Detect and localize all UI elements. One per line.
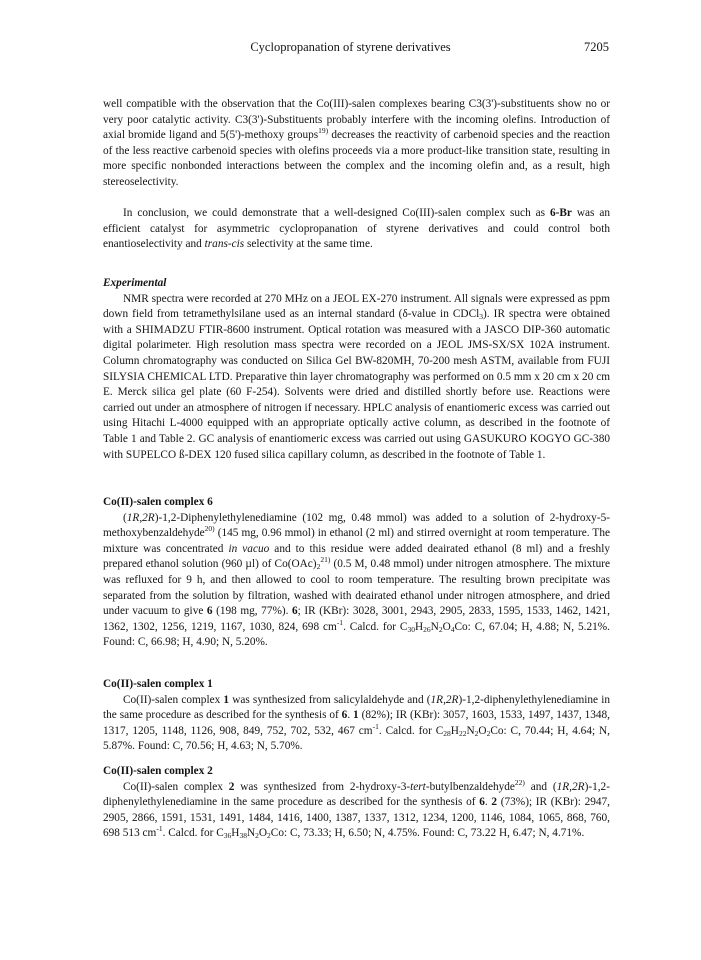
text: and ( <box>524 780 557 793</box>
page-number: 7205 <box>584 40 609 54</box>
stereo-descriptor: 1R,2R <box>126 511 155 524</box>
text: H <box>231 827 240 840</box>
text: . Calcd. for C <box>343 620 408 633</box>
compound-number: 1 <box>353 709 359 722</box>
superscript: -1 <box>372 721 379 731</box>
text: Co: C, 67.04; H, 4.88; N, 5.21%. Found: C, 66.98; H, 4.90; N, 5.20%. <box>103 620 610 649</box>
text: (0.5 M, 0.48 mmol) under nitrogen atmosphere. The mixture was refluxed for 9 h, and then allowed to cool to room temperature. The resulting brown precipitate was separated from the solution by filtration, washed with deairated ethanol under nitrogen atmosphere, and dried under vacuum to give <box>103 558 610 618</box>
stereo-descriptor: 1R,2R <box>430 693 459 706</box>
text: ; IR (KBr): 3028, 3001, 2943, 2905, 2833, 1595, 1533, 1462, 1421, 1362, 1302, 1256, 1219, 1167, 1030, 824, 698 cm <box>103 605 610 633</box>
text: )-1,2-Diphenylethylenediamine (102 mg, 0.48 mmol) was added to a solution of 2-hydroxy-5-methoxybenzaldehyde <box>103 511 610 540</box>
text: O <box>442 620 451 633</box>
text: Co(II)-salen complex <box>123 780 229 793</box>
text: (73%); IR (KBr): 2947, 2905, 2866, 1591, 1531, 1491, 1484, 1416, 1400, 1387, 1337, 1312, 1234, 1200, 1146, 1084, 1065, 868, 760, 698 513 cm <box>103 796 610 840</box>
subscript: 2 <box>438 624 443 634</box>
subscript: 28 <box>443 728 451 738</box>
complex-2-heading: Co(II)-salen complex 2 <box>103 765 213 777</box>
complex-1-heading: Co(II)-salen complex 1 <box>103 678 213 690</box>
in-vacuo-italic: in vacuo <box>228 542 270 555</box>
compound-number: 6 <box>479 796 485 809</box>
compound-6-br: 6-Br <box>549 207 572 219</box>
subscript: 4 <box>450 624 455 634</box>
text: (198 mg, 77%). <box>212 605 293 618</box>
text: was synthesized from 2-hydroxy-3- <box>234 780 411 793</box>
text: (145 mg, 0.96 mmol) in ethanol (2 ml) and stirred overnight at room temperature. The mixture was concentrated <box>103 527 610 555</box>
section-complex-2 <box>103 764 610 842</box>
compound-number: 6 <box>341 709 348 722</box>
experimental-heading: Experimental <box>103 277 167 289</box>
subscript: 22 <box>458 728 467 738</box>
superscript: -1 <box>156 824 163 834</box>
text: was an efficient catalyst for asymmetric cyclopropanation of styrene derivatives and could control both enantioselectivity and <box>103 207 611 251</box>
text: H <box>414 620 424 633</box>
compound-number: 2 <box>491 796 498 809</box>
text: ( <box>123 511 127 524</box>
compound-number: 1 <box>223 693 230 706</box>
stereo-descriptor: 1R,2R <box>556 780 585 793</box>
text: NMR spectra were recorded at 270 MHz on a JEOL EX-270 instrument. All signals were expressed as ppm down field from tetramethylsilane used as an internal standard (δ-value in CDCl <box>103 292 610 321</box>
subscript: 38 <box>239 831 247 841</box>
section-experimental <box>103 276 610 463</box>
text: N <box>430 620 439 633</box>
subscript: 3 <box>479 312 484 322</box>
text: . <box>484 796 492 809</box>
compound-number: 2 <box>228 780 235 793</box>
paragraph-conclusion <box>103 206 610 253</box>
text: )-1,2-diphenylethylenediamine in the same procedure as described for the synthesis of <box>103 780 610 809</box>
text: (82%); IR (KBr): 3057, 1603, 1533, 1497, 1437, 1348, 1317, 1205, 1148, 1126, 908, 849, 752, 702, 532, 467 cm <box>103 709 610 737</box>
text: -butylbenzaldehyde <box>425 780 515 793</box>
section-complex-6 <box>103 495 610 651</box>
text: . Calcd. for C <box>378 724 444 737</box>
reference-21: 21) <box>320 555 331 565</box>
text: . <box>347 709 354 722</box>
text: Co: C, 70.44; H, 4.64; N, 5.87%. Found: C, 70.56; H, 4.63; N, 5.70%. <box>103 724 611 753</box>
running-title: Cyclopropanation of styrene derivatives <box>250 40 451 54</box>
text: ). IR spectra were obtained with a SHIMADZU FTIR-8600 instrument. Optical rotation was measured with a JASCO DIP-360 automatic digital polarimeter. High resolution mass spectra were recorded on a JEOL JMS-SX/SX 102A instrument. Column chromatography was conducted on Silica Gel BW-820MH, 70-200 mesh ASTM, available from FUJI SILYSIA CHEMICAL LTD. Preparative thin layer chromatography was performed on 0.5 mm x 20 cm x 20 cm E. Merck silica gel plate (60 F-254). Solvents were dried and distilled shortly before use. Reactions were carried out under an atmosphere of nitrogen if necessary. HPLC analysis of enantiomeric excess was carried out using Hitachi L-4000 equipped with an appropriate optically active column, as described in the footnote of Table 1 and Table 2. GC analysis of enantiomeric excess was carried out using GASUKURO KOGYO GC-380 with SUPELCO ß-DEX 120 fused silica capillary column, as described in the footnote of Table 1. <box>103 308 611 461</box>
subscript: 2 <box>486 728 491 738</box>
superscript: -1 <box>336 617 344 627</box>
text: O <box>258 827 268 840</box>
subscript: 2 <box>267 831 271 841</box>
text: selectivity at the same time. <box>244 238 373 251</box>
text: )-1,2-diphenylethylenediamine in the same procedure as described for the synthesis of <box>103 693 610 722</box>
text: and to this residue were added deairated ethanol (8 ml) and a freshly prepared ethanol solution (960 µl) of Co(OAc) <box>103 542 610 571</box>
text: decreases the reactivity of carbenoid species and the reaction of the less reactive carbenoid species with olefins proceeds via a more product-like transition state, resulting in more specific nonbonded interactions between the complex and the incoming olefin and, as a result, high stereoselectivity. <box>103 129 610 188</box>
paragraph-discussion <box>103 97 610 191</box>
text: In conclusion, we could demonstrate that a well-designed Co(III)-salen complex such as <box>123 207 550 219</box>
text: Co(II)-salen complex <box>123 693 224 706</box>
subscript: 2 <box>316 562 321 572</box>
text: Co: C, 73.33; H, 6.50; N, 4.75%. Found: C, 73.22 H, 6.47; N, 4.71%. <box>270 827 585 840</box>
subscript: 30 <box>407 624 415 634</box>
reference-22: 22) <box>514 777 525 787</box>
reference-19: 19) <box>318 126 329 136</box>
trans-cis-italic: trans-cis <box>204 238 245 251</box>
text: O <box>478 724 487 737</box>
text: well compatible with the observation that the Co(III)-salen complexes bearing C3(3')-substituents show no or very poor catalytic activity. C3(3')-Substituents probably interfere with the incoming olefins. Introduction of axial bromide ligand and 5(5')-methoxy groups <box>103 98 610 142</box>
tert-italic: tert <box>410 780 426 793</box>
subscript: 2 <box>255 831 259 841</box>
subscript: 36 <box>223 831 232 841</box>
complex-6-heading: Co(II)-salen complex 6 <box>103 496 213 508</box>
reference-20: 20) <box>204 524 215 534</box>
compound-number: 6 <box>292 605 298 618</box>
subscript: 26 <box>423 624 431 634</box>
text: . Calcd. for C <box>162 827 224 840</box>
text: was synthesized from salicylaldehyde and ( <box>229 693 431 706</box>
subscript: 2 <box>474 728 479 738</box>
compound-number: 6 <box>206 605 213 618</box>
section-complex-1 <box>103 677 610 755</box>
text: N <box>466 724 475 737</box>
page-header <box>0 40 701 56</box>
text: N <box>246 827 256 840</box>
text: H <box>450 724 459 737</box>
